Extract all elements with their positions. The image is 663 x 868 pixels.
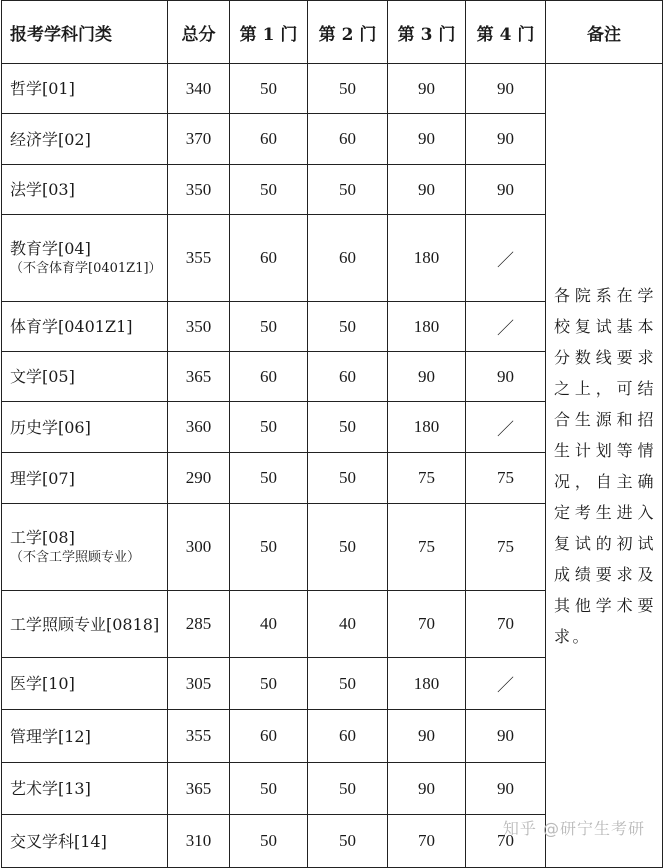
score-cell-s2: 60: [308, 215, 388, 302]
score-cell-s3: 180: [388, 215, 466, 302]
subject-cell: [2, 114, 168, 165]
score-cell-s3: 70: [388, 591, 466, 658]
score-cell-total: 310: [168, 815, 230, 868]
score-cell-s1: 50: [230, 453, 308, 504]
header-subject-2: 第 2 门: [308, 1, 388, 64]
score-cell-s1: 50: [230, 815, 308, 868]
subject-cell: [2, 352, 168, 402]
subject-name: 文学[05]: [10, 367, 75, 386]
subject-note: （不含体育学[0401Z1]）: [10, 261, 162, 276]
score-cell-s3: 75: [388, 453, 466, 504]
score-cell-s2: 60: [308, 352, 388, 402]
score-cell-s3: 90: [388, 352, 466, 402]
score-cell-total: 350: [168, 165, 230, 215]
score-cell-s4: 90: [466, 352, 546, 402]
score-cell-s1: 50: [230, 64, 308, 114]
score-cell-s3: 90: [388, 114, 466, 165]
score-cell-total: 370: [168, 114, 230, 165]
header-subject-4: 第 4 门: [466, 1, 546, 64]
score-cell-s3: 70: [388, 815, 466, 868]
score-cell-total: 355: [168, 710, 230, 763]
score-cell-s4: ／: [466, 402, 546, 453]
subject-name: 医学[10]: [10, 674, 75, 693]
header-note: 备注: [546, 1, 663, 64]
subject-cell: [2, 763, 168, 815]
subject-cell: [2, 215, 168, 302]
score-cell-s3: 90: [388, 710, 466, 763]
subject-name: 工学[08]: [10, 528, 75, 547]
score-cell-s3: 90: [388, 165, 466, 215]
header-subject: 报考学科门类: [2, 1, 168, 64]
score-cell-s4: ／: [466, 658, 546, 710]
subject-cell: [2, 504, 168, 591]
score-cell-s3: 90: [388, 763, 466, 815]
score-cell-total: 365: [168, 352, 230, 402]
subject-name: 经济学[02]: [10, 129, 91, 149]
score-cell-s2: 50: [308, 763, 388, 815]
score-cell-s3: 90: [388, 64, 466, 114]
subject-name: 艺术学[13]: [10, 779, 91, 798]
header-subject-1: 第 1 门: [230, 1, 308, 64]
score-cell-s1: 40: [230, 591, 308, 658]
score-cell-total: 290: [168, 453, 230, 504]
remark-cell: 各院系在学校复试基本分数线要求之上，可结合生源和招生计划等情况，自主确定考生进入复试的初试成绩要求及其他学术要求。: [546, 64, 663, 868]
subject-name: 哲学[01]: [10, 79, 75, 98]
score-cell-s4: ／: [466, 215, 546, 302]
score-cell-s2: 50: [308, 402, 388, 453]
subject-name: 教育学[04]: [10, 239, 91, 258]
score-cell-s1: 60: [230, 352, 308, 402]
score-cell-s4: 90: [466, 710, 546, 763]
score-cell-s4: 90: [466, 114, 546, 165]
subject-name: 体育学[0401Z1]: [10, 317, 133, 336]
subject-cell: [2, 165, 168, 215]
score-cell-s3: 180: [388, 402, 466, 453]
score-cell-s2: 60: [308, 710, 388, 763]
score-cell-s1: 60: [230, 114, 308, 165]
subject-cell: [2, 402, 168, 453]
subject-note: （不含工学照顾专业）: [10, 550, 141, 565]
score-cell-s4: 90: [466, 64, 546, 114]
score-cell-s2: 60: [308, 114, 388, 165]
score-cell-s2: 50: [308, 504, 388, 591]
score-cell-s3: 75: [388, 504, 466, 591]
score-cell-s1: 50: [230, 402, 308, 453]
subject-cell: [2, 302, 168, 352]
subject-cell: [2, 658, 168, 710]
score-cell-total: 300: [168, 504, 230, 591]
score-cell-s1: 50: [230, 165, 308, 215]
score-cell-total: 365: [168, 763, 230, 815]
score-cell-s2: 50: [308, 658, 388, 710]
subject-cell: [2, 64, 168, 114]
score-cell-s4: 90: [466, 763, 546, 815]
header-row: [2, 1, 663, 64]
header-subject-3: 第 3 门: [388, 1, 466, 64]
subject-name: 交叉学科[14]: [10, 831, 107, 851]
score-cell-total: 285: [168, 591, 230, 658]
subject-cell: [2, 815, 168, 868]
subject-name: 历史学[06]: [10, 417, 91, 437]
score-cell-total: 305: [168, 658, 230, 710]
score-cell-s4: 75: [466, 504, 546, 591]
score-cell-s3: 180: [388, 658, 466, 710]
subject-cell: [2, 591, 168, 658]
score-cell-s4: 70: [466, 591, 546, 658]
score-cell-s3: 180: [388, 302, 466, 352]
score-cell-s2: 50: [308, 815, 388, 868]
score-cell-s4: ／: [466, 302, 546, 352]
score-cell-total: 355: [168, 215, 230, 302]
score-cell-total: 360: [168, 402, 230, 453]
score-cell-s2: 50: [308, 165, 388, 215]
score-cell-s2: 50: [308, 64, 388, 114]
score-cell-s2: 50: [308, 302, 388, 352]
score-cell-s1: 60: [230, 710, 308, 763]
subject-cell: [2, 710, 168, 763]
score-table: [1, 0, 663, 868]
score-cell-s2: 50: [308, 453, 388, 504]
header-total: 总分: [168, 1, 230, 64]
subject-name: 管理学[12]: [10, 726, 91, 746]
score-cell-s4: 70: [466, 815, 546, 868]
score-cell-total: 350: [168, 302, 230, 352]
score-cell-s2: 40: [308, 591, 388, 658]
score-cell-s1: 60: [230, 215, 308, 302]
score-cell-s4: 75: [466, 453, 546, 504]
score-cell-s4: 90: [466, 165, 546, 215]
subject-name: 法学[03]: [10, 180, 75, 199]
subject-cell: [2, 453, 168, 504]
score-cell-s1: 50: [230, 658, 308, 710]
score-cell-s1: 50: [230, 763, 308, 815]
subject-name: 工学照顾专业[0818]: [10, 614, 160, 634]
watermark: 知乎 @研宁生考研: [502, 819, 645, 838]
subject-name: 理学[07]: [10, 468, 75, 488]
score-cell-s1: 50: [230, 504, 308, 591]
table-row: [2, 64, 663, 114]
score-cell-s1: 50: [230, 302, 308, 352]
score-cell-total: 340: [168, 64, 230, 114]
